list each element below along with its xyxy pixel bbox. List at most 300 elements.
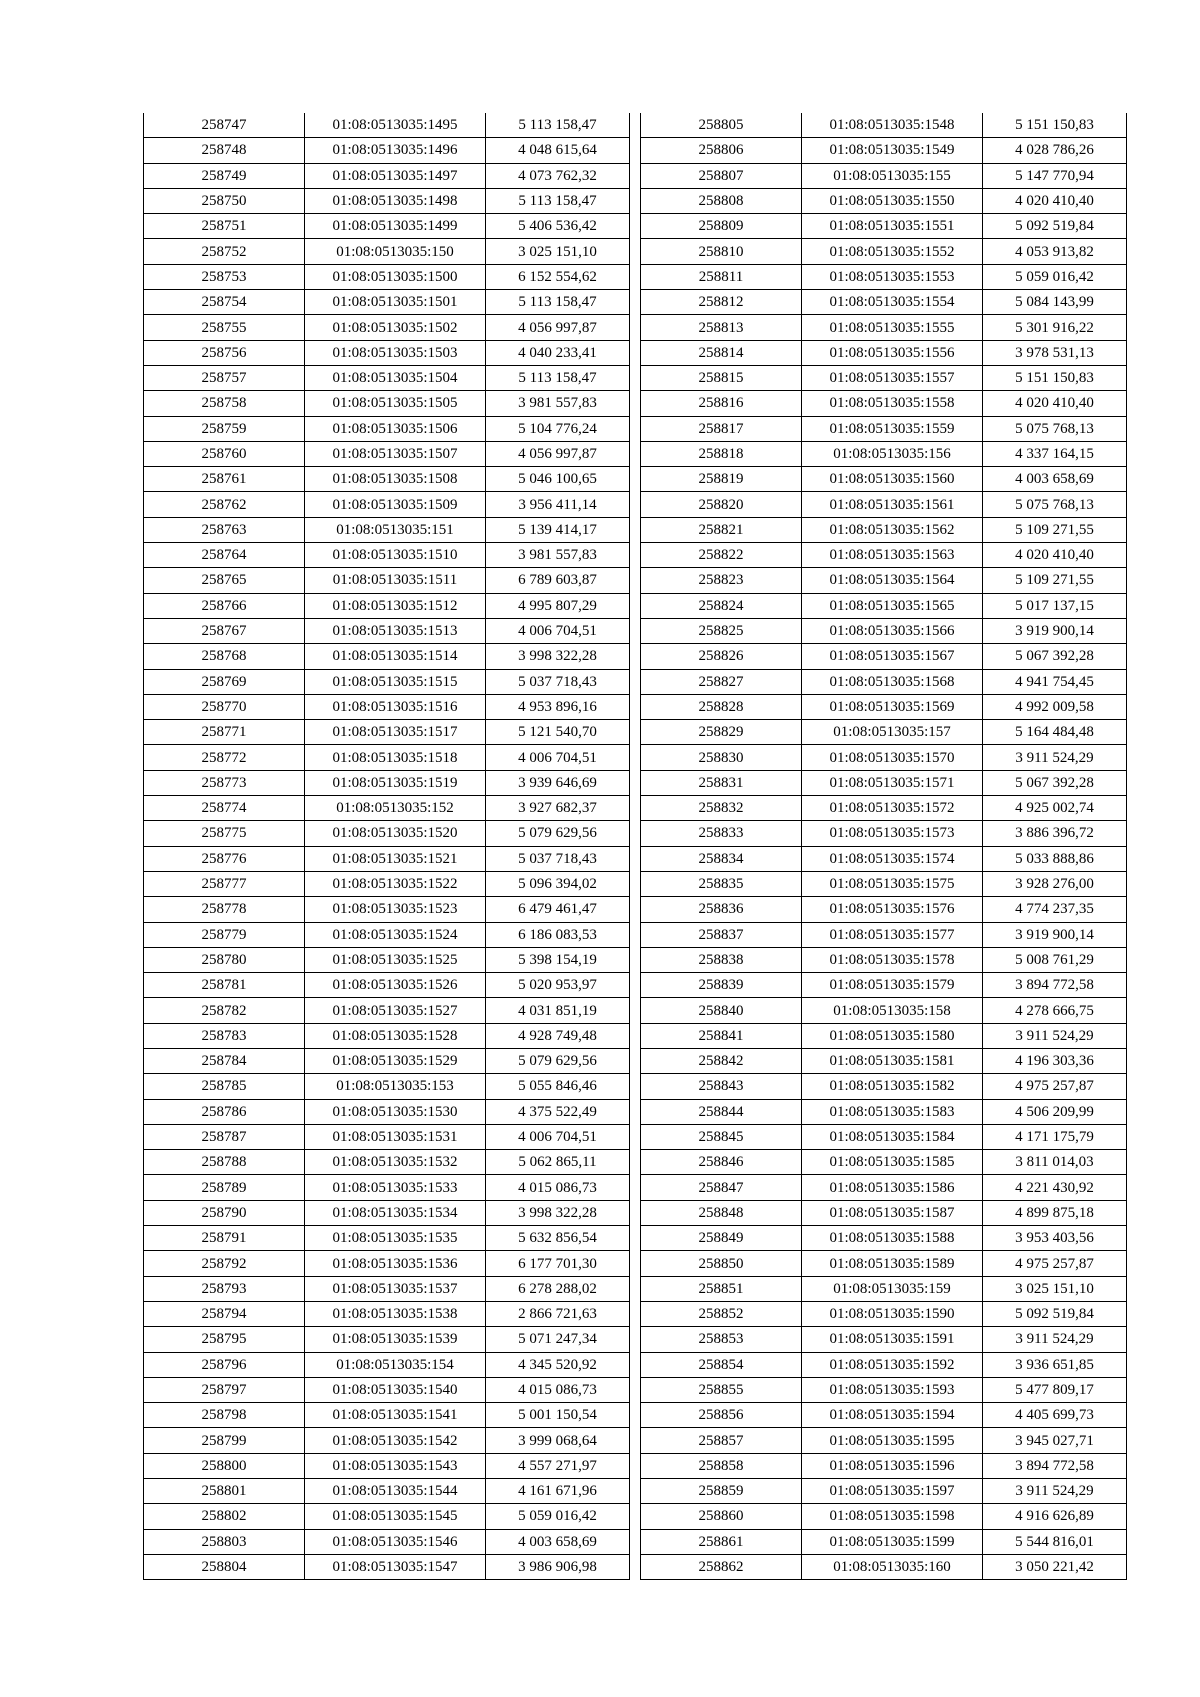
cadastral-number-cell: 01:08:0513035:1589 [802, 1251, 983, 1276]
table-row [144, 1403, 630, 1428]
cadastral-number-cell: 01:08:0513035:1512 [305, 593, 486, 618]
record-id-cell: 258814 [641, 340, 802, 365]
cadastral-number-cell: 01:08:0513035:1582 [802, 1074, 983, 1099]
table-row [641, 998, 1127, 1023]
record-id-cell: 258806 [641, 138, 802, 163]
record-id-cell: 258751 [144, 214, 305, 239]
cadastral-value-cell: 5 075 768,13 [983, 492, 1127, 517]
records-table-body [144, 113, 630, 1580]
record-id-cell: 258839 [641, 973, 802, 998]
table-row [641, 1403, 1127, 1428]
record-id-cell: 258748 [144, 138, 305, 163]
cadastral-value-cell: 4 015 086,73 [486, 1175, 630, 1200]
cadastral-number-cell: 01:08:0513035:1495 [305, 113, 486, 138]
cadastral-number-cell: 01:08:0513035:1545 [305, 1504, 486, 1529]
cadastral-value-cell: 3 939 646,69 [486, 770, 630, 795]
table-row [144, 391, 630, 416]
record-id-cell: 258842 [641, 1048, 802, 1073]
cadastral-number-cell: 01:08:0513035:1544 [305, 1479, 486, 1504]
record-id-cell: 258800 [144, 1453, 305, 1478]
table-row [144, 1074, 630, 1099]
cadastral-number-cell: 01:08:0513035:1503 [305, 340, 486, 365]
table-row [641, 922, 1127, 947]
cadastral-value-cell: 5 075 768,13 [983, 416, 1127, 441]
cadastral-number-cell: 01:08:0513035:155 [802, 163, 983, 188]
cadastral-value-cell: 4 053 913,82 [983, 239, 1127, 264]
record-id-cell: 258818 [641, 441, 802, 466]
table-row [641, 1200, 1127, 1225]
cadastral-value-cell: 5 151 150,83 [983, 113, 1127, 138]
record-id-cell: 258851 [641, 1276, 802, 1301]
cadastral-value-cell: 3 911 524,29 [983, 1479, 1127, 1504]
cadastral-value-cell: 5 001 150,54 [486, 1403, 630, 1428]
table-row [144, 644, 630, 669]
record-id-cell: 258809 [641, 214, 802, 239]
record-id-cell: 258776 [144, 846, 305, 871]
cadastral-value-cell: 4 073 762,32 [486, 163, 630, 188]
table-row [641, 745, 1127, 770]
table-row [641, 365, 1127, 390]
cadastral-number-cell: 01:08:0513035:154 [305, 1352, 486, 1377]
cadastral-value-cell: 4 048 615,64 [486, 138, 630, 163]
cadastral-number-cell: 01:08:0513035:1514 [305, 644, 486, 669]
record-id-cell: 258760 [144, 441, 305, 466]
record-id-cell: 258767 [144, 618, 305, 643]
record-id-cell: 258811 [641, 264, 802, 289]
cadastral-number-cell: 01:08:0513035:1557 [802, 365, 983, 390]
record-id-cell: 258801 [144, 1479, 305, 1504]
cadastral-number-cell: 01:08:0513035:1560 [802, 467, 983, 492]
cadastral-value-cell: 5 544 816,01 [983, 1529, 1127, 1554]
record-id-cell: 258783 [144, 1023, 305, 1048]
cadastral-number-cell: 01:08:0513035:1568 [802, 669, 983, 694]
cadastral-value-cell: 4 020 410,40 [983, 188, 1127, 213]
cadastral-value-cell: 4 031 851,19 [486, 998, 630, 1023]
table-row [641, 214, 1127, 239]
cadastral-value-cell: 5 067 392,28 [983, 770, 1127, 795]
records-table-body [641, 113, 1127, 1580]
cadastral-value-cell: 3 945 027,71 [983, 1428, 1127, 1453]
table-row [641, 517, 1127, 542]
cadastral-number-cell: 01:08:0513035:1497 [305, 163, 486, 188]
record-id-cell: 258832 [641, 796, 802, 821]
cadastral-value-cell: 3 953 403,56 [983, 1226, 1127, 1251]
table-row [144, 1251, 630, 1276]
cadastral-number-cell: 01:08:0513035:1553 [802, 264, 983, 289]
cadastral-value-cell: 5 113 158,47 [486, 290, 630, 315]
cadastral-value-cell: 3 025 151,10 [486, 239, 630, 264]
cadastral-value-cell: 4 056 997,87 [486, 315, 630, 340]
cadastral-value-cell: 5 059 016,42 [983, 264, 1127, 289]
table-row [144, 947, 630, 972]
record-id-cell: 258822 [641, 543, 802, 568]
record-id-cell: 258821 [641, 517, 802, 542]
table-row [641, 239, 1127, 264]
record-id-cell: 258837 [641, 922, 802, 947]
cadastral-value-cell: 5 406 536,42 [486, 214, 630, 239]
cadastral-value-cell: 5 104 776,24 [486, 416, 630, 441]
cadastral-value-cell: 2 866 721,63 [486, 1301, 630, 1326]
record-id-cell: 258777 [144, 871, 305, 896]
cadastral-number-cell: 01:08:0513035:1537 [305, 1276, 486, 1301]
cadastral-value-cell: 4 995 807,29 [486, 593, 630, 618]
record-id-cell: 258772 [144, 745, 305, 770]
record-id-cell: 258768 [144, 644, 305, 669]
record-id-cell: 258813 [641, 315, 802, 340]
records-table-left [143, 113, 630, 1580]
record-id-cell: 258779 [144, 922, 305, 947]
table-row [144, 745, 630, 770]
record-id-cell: 258763 [144, 517, 305, 542]
record-id-cell: 258780 [144, 947, 305, 972]
cadastral-value-cell: 5 632 856,54 [486, 1226, 630, 1251]
cadastral-number-cell: 01:08:0513035:1533 [305, 1175, 486, 1200]
record-id-cell: 258836 [641, 897, 802, 922]
cadastral-value-cell: 4 941 754,45 [983, 669, 1127, 694]
table-row [144, 138, 630, 163]
cadastral-number-cell: 01:08:0513035:1531 [305, 1124, 486, 1149]
cadastral-number-cell: 01:08:0513035:1575 [802, 871, 983, 896]
cadastral-value-cell: 6 789 603,87 [486, 568, 630, 593]
record-id-cell: 258804 [144, 1554, 305, 1579]
cadastral-number-cell: 01:08:0513035:1525 [305, 947, 486, 972]
record-id-cell: 258757 [144, 365, 305, 390]
cadastral-number-cell: 01:08:0513035:1547 [305, 1554, 486, 1579]
table-row [144, 568, 630, 593]
record-id-cell: 258749 [144, 163, 305, 188]
cadastral-value-cell: 6 152 554,62 [486, 264, 630, 289]
record-id-cell: 258769 [144, 669, 305, 694]
record-id-cell: 258833 [641, 821, 802, 846]
cadastral-number-cell: 01:08:0513035:153 [305, 1074, 486, 1099]
table-row [641, 770, 1127, 795]
table-row [144, 188, 630, 213]
table-row [144, 1554, 630, 1579]
table-row [144, 973, 630, 998]
cadastral-number-cell: 01:08:0513035:1504 [305, 365, 486, 390]
table-row [641, 973, 1127, 998]
cadastral-value-cell: 3 919 900,14 [983, 618, 1127, 643]
cadastral-number-cell: 01:08:0513035:1509 [305, 492, 486, 517]
record-id-cell: 258808 [641, 188, 802, 213]
cadastral-value-cell: 4 161 671,96 [486, 1479, 630, 1504]
cadastral-number-cell: 01:08:0513035:1535 [305, 1226, 486, 1251]
cadastral-value-cell: 4 006 704,51 [486, 745, 630, 770]
table-row [144, 1428, 630, 1453]
table-row [144, 796, 630, 821]
cadastral-value-cell: 5 151 150,83 [983, 365, 1127, 390]
cadastral-value-cell: 4 916 626,89 [983, 1504, 1127, 1529]
table-row [641, 669, 1127, 694]
table-row [641, 871, 1127, 896]
table-row [144, 1453, 630, 1478]
table-row [641, 593, 1127, 618]
cadastral-value-cell: 3 936 651,85 [983, 1352, 1127, 1377]
table-row [641, 1453, 1127, 1478]
cadastral-value-cell: 5 055 846,46 [486, 1074, 630, 1099]
cadastral-number-cell: 01:08:0513035:159 [802, 1276, 983, 1301]
cadastral-number-cell: 01:08:0513035:1590 [802, 1301, 983, 1326]
cadastral-value-cell: 5 033 888,86 [983, 846, 1127, 871]
cadastral-number-cell: 01:08:0513035:152 [305, 796, 486, 821]
table-row [144, 1124, 630, 1149]
record-id-cell: 258824 [641, 593, 802, 618]
cadastral-number-cell: 01:08:0513035:1586 [802, 1175, 983, 1200]
record-id-cell: 258781 [144, 973, 305, 998]
cadastral-number-cell: 01:08:0513035:1508 [305, 467, 486, 492]
record-id-cell: 258850 [641, 1251, 802, 1276]
record-id-cell: 258841 [641, 1023, 802, 1048]
cadastral-number-cell: 01:08:0513035:1507 [305, 441, 486, 466]
record-id-cell: 258787 [144, 1124, 305, 1149]
table-row [641, 1124, 1127, 1149]
cadastral-number-cell: 01:08:0513035:1581 [802, 1048, 983, 1073]
table-row [641, 1226, 1127, 1251]
table-row [641, 188, 1127, 213]
record-id-cell: 258798 [144, 1403, 305, 1428]
record-id-cell: 258847 [641, 1175, 802, 1200]
cadastral-value-cell: 3 956 411,14 [486, 492, 630, 517]
record-id-cell: 258816 [641, 391, 802, 416]
record-id-cell: 258853 [641, 1327, 802, 1352]
cadastral-number-cell: 01:08:0513035:1597 [802, 1479, 983, 1504]
table-row [144, 1301, 630, 1326]
cadastral-number-cell: 01:08:0513035:1595 [802, 1428, 983, 1453]
record-id-cell: 258817 [641, 416, 802, 441]
table-row [641, 846, 1127, 871]
record-id-cell: 258860 [641, 1504, 802, 1529]
table-row [144, 871, 630, 896]
table-row [144, 1099, 630, 1124]
record-id-cell: 258823 [641, 568, 802, 593]
cadastral-value-cell: 4 040 233,41 [486, 340, 630, 365]
cadastral-value-cell: 3 928 276,00 [983, 871, 1127, 896]
cadastral-value-cell: 5 109 271,55 [983, 568, 1127, 593]
record-id-cell: 258846 [641, 1150, 802, 1175]
cadastral-number-cell: 01:08:0513035:1552 [802, 239, 983, 264]
table-row [641, 290, 1127, 315]
cadastral-value-cell: 6 177 701,30 [486, 1251, 630, 1276]
cadastral-number-cell: 01:08:0513035:1561 [802, 492, 983, 517]
record-id-cell: 258756 [144, 340, 305, 365]
cadastral-value-cell: 5 096 394,02 [486, 871, 630, 896]
cadastral-number-cell: 01:08:0513035:1563 [802, 543, 983, 568]
cadastral-value-cell: 3 025 151,10 [983, 1276, 1127, 1301]
cadastral-value-cell: 4 899 875,18 [983, 1200, 1127, 1225]
table-row [641, 264, 1127, 289]
table-row [641, 113, 1127, 138]
cadastral-value-cell: 6 186 083,53 [486, 922, 630, 947]
table-row [641, 694, 1127, 719]
cadastral-number-cell: 01:08:0513035:1527 [305, 998, 486, 1023]
record-id-cell: 258805 [641, 113, 802, 138]
record-id-cell: 258845 [641, 1124, 802, 1149]
record-id-cell: 258789 [144, 1175, 305, 1200]
cadastral-value-cell: 4 020 410,40 [983, 391, 1127, 416]
cadastral-number-cell: 01:08:0513035:1577 [802, 922, 983, 947]
cadastral-number-cell: 01:08:0513035:157 [802, 720, 983, 745]
table-row [144, 239, 630, 264]
cadastral-number-cell: 01:08:0513035:1572 [802, 796, 983, 821]
cadastral-number-cell: 01:08:0513035:1518 [305, 745, 486, 770]
record-id-cell: 258773 [144, 770, 305, 795]
record-id-cell: 258784 [144, 1048, 305, 1073]
cadastral-number-cell: 01:08:0513035:156 [802, 441, 983, 466]
table-row [144, 1276, 630, 1301]
cadastral-number-cell: 01:08:0513035:1551 [802, 214, 983, 239]
table-row [144, 618, 630, 643]
cadastral-number-cell: 01:08:0513035:1556 [802, 340, 983, 365]
record-id-cell: 258758 [144, 391, 305, 416]
cadastral-number-cell: 01:08:0513035:1578 [802, 947, 983, 972]
record-id-cell: 258835 [641, 871, 802, 896]
record-id-cell: 258765 [144, 568, 305, 593]
record-id-cell: 258775 [144, 821, 305, 846]
record-id-cell: 258810 [641, 239, 802, 264]
cadastral-number-cell: 01:08:0513035:1542 [305, 1428, 486, 1453]
cadastral-value-cell: 4 774 237,35 [983, 897, 1127, 922]
cadastral-value-cell: 4 925 002,74 [983, 796, 1127, 821]
cadastral-number-cell: 01:08:0513035:1571 [802, 770, 983, 795]
cadastral-number-cell: 01:08:0513035:1599 [802, 1529, 983, 1554]
table-row [641, 163, 1127, 188]
record-id-cell: 258855 [641, 1377, 802, 1402]
cadastral-number-cell: 01:08:0513035:1520 [305, 821, 486, 846]
table-row [641, 1554, 1127, 1579]
table-row [144, 770, 630, 795]
cadastral-value-cell: 6 278 288,02 [486, 1276, 630, 1301]
cadastral-number-cell: 01:08:0513035:1564 [802, 568, 983, 593]
record-id-cell: 258834 [641, 846, 802, 871]
records-table-right [640, 113, 1127, 1580]
cadastral-number-cell: 01:08:0513035:1570 [802, 745, 983, 770]
table-row [144, 998, 630, 1023]
record-id-cell: 258792 [144, 1251, 305, 1276]
cadastral-number-cell: 01:08:0513035:1573 [802, 821, 983, 846]
table-row [641, 543, 1127, 568]
cadastral-number-cell: 01:08:0513035:1510 [305, 543, 486, 568]
record-id-cell: 258764 [144, 543, 305, 568]
cadastral-number-cell: 01:08:0513035:1549 [802, 138, 983, 163]
table-row [144, 694, 630, 719]
cadastral-number-cell: 01:08:0513035:1562 [802, 517, 983, 542]
cadastral-value-cell: 4 015 086,73 [486, 1377, 630, 1402]
cadastral-value-cell: 5 113 158,47 [486, 113, 630, 138]
table-row [641, 1529, 1127, 1554]
record-id-cell: 258831 [641, 770, 802, 795]
record-id-cell: 258761 [144, 467, 305, 492]
record-id-cell: 258826 [641, 644, 802, 669]
table-row [144, 897, 630, 922]
record-id-cell: 258793 [144, 1276, 305, 1301]
cadastral-value-cell: 4 557 271,97 [486, 1453, 630, 1478]
cadastral-value-cell: 3 050 221,42 [983, 1554, 1127, 1579]
record-id-cell: 258828 [641, 694, 802, 719]
table-row [144, 214, 630, 239]
cadastral-number-cell: 01:08:0513035:1546 [305, 1529, 486, 1554]
cadastral-number-cell: 01:08:0513035:1593 [802, 1377, 983, 1402]
cadastral-value-cell: 4 278 666,75 [983, 998, 1127, 1023]
cadastral-value-cell: 3 998 322,28 [486, 1200, 630, 1225]
cadastral-number-cell: 01:08:0513035:1569 [802, 694, 983, 719]
table-row [144, 264, 630, 289]
cadastral-value-cell: 3 999 068,64 [486, 1428, 630, 1453]
cadastral-number-cell: 01:08:0513035:1598 [802, 1504, 983, 1529]
cadastral-number-cell: 01:08:0513035:1534 [305, 1200, 486, 1225]
table-row [641, 492, 1127, 517]
cadastral-number-cell: 01:08:0513035:1499 [305, 214, 486, 239]
table-row [144, 1200, 630, 1225]
cadastral-value-cell: 4 056 997,87 [486, 441, 630, 466]
cadastral-number-cell: 01:08:0513035:1522 [305, 871, 486, 896]
cadastral-number-cell: 01:08:0513035:1587 [802, 1200, 983, 1225]
table-row [144, 1504, 630, 1529]
cadastral-value-cell: 4 375 522,49 [486, 1099, 630, 1124]
record-id-cell: 258840 [641, 998, 802, 1023]
cadastral-value-cell: 4 975 257,87 [983, 1074, 1127, 1099]
cadastral-number-cell: 01:08:0513035:1591 [802, 1327, 983, 1352]
table-row [641, 1023, 1127, 1048]
cadastral-number-cell: 01:08:0513035:1511 [305, 568, 486, 593]
cadastral-number-cell: 01:08:0513035:1554 [802, 290, 983, 315]
record-id-cell: 258819 [641, 467, 802, 492]
table-row [144, 846, 630, 871]
cadastral-number-cell: 01:08:0513035:1538 [305, 1301, 486, 1326]
table-row [144, 1479, 630, 1504]
cadastral-number-cell: 01:08:0513035:1579 [802, 973, 983, 998]
record-id-cell: 258795 [144, 1327, 305, 1352]
cadastral-value-cell: 3 981 557,83 [486, 391, 630, 416]
table-row [144, 1175, 630, 1200]
cadastral-value-cell: 4 345 520,92 [486, 1352, 630, 1377]
cadastral-number-cell: 01:08:0513035:1566 [802, 618, 983, 643]
cadastral-number-cell: 01:08:0513035:1550 [802, 188, 983, 213]
table-row [641, 1150, 1127, 1175]
cadastral-value-cell: 5 071 247,34 [486, 1327, 630, 1352]
cadastral-number-cell: 01:08:0513035:1574 [802, 846, 983, 871]
record-id-cell: 258750 [144, 188, 305, 213]
table-row [641, 1352, 1127, 1377]
cadastral-value-cell: 5 147 770,94 [983, 163, 1127, 188]
table-row [641, 1175, 1127, 1200]
cadastral-value-cell: 5 020 953,97 [486, 973, 630, 998]
record-id-cell: 258778 [144, 897, 305, 922]
record-id-cell: 258754 [144, 290, 305, 315]
record-id-cell: 258815 [641, 365, 802, 390]
cadastral-value-cell: 5 113 158,47 [486, 365, 630, 390]
table-row [144, 517, 630, 542]
record-id-cell: 258820 [641, 492, 802, 517]
record-id-cell: 258770 [144, 694, 305, 719]
cadastral-value-cell: 5 037 718,43 [486, 846, 630, 871]
cadastral-number-cell: 01:08:0513035:1580 [802, 1023, 983, 1048]
cadastral-value-cell: 3 894 772,58 [983, 973, 1127, 998]
cadastral-value-cell: 5 092 519,84 [983, 1301, 1127, 1326]
cadastral-number-cell: 01:08:0513035:1539 [305, 1327, 486, 1352]
cadastral-value-cell: 5 398 154,19 [486, 947, 630, 972]
cadastral-value-cell: 3 911 524,29 [983, 1023, 1127, 1048]
record-id-cell: 258848 [641, 1200, 802, 1225]
table-row [144, 669, 630, 694]
cadastral-value-cell: 5 113 158,47 [486, 188, 630, 213]
cadastral-number-cell: 01:08:0513035:1594 [802, 1403, 983, 1428]
table-row [144, 1327, 630, 1352]
table-row [641, 138, 1127, 163]
cadastral-value-cell: 4 992 009,58 [983, 694, 1127, 719]
table-row [641, 1251, 1127, 1276]
cadastral-value-cell: 3 894 772,58 [983, 1453, 1127, 1478]
cadastral-value-cell: 5 477 809,17 [983, 1377, 1127, 1402]
